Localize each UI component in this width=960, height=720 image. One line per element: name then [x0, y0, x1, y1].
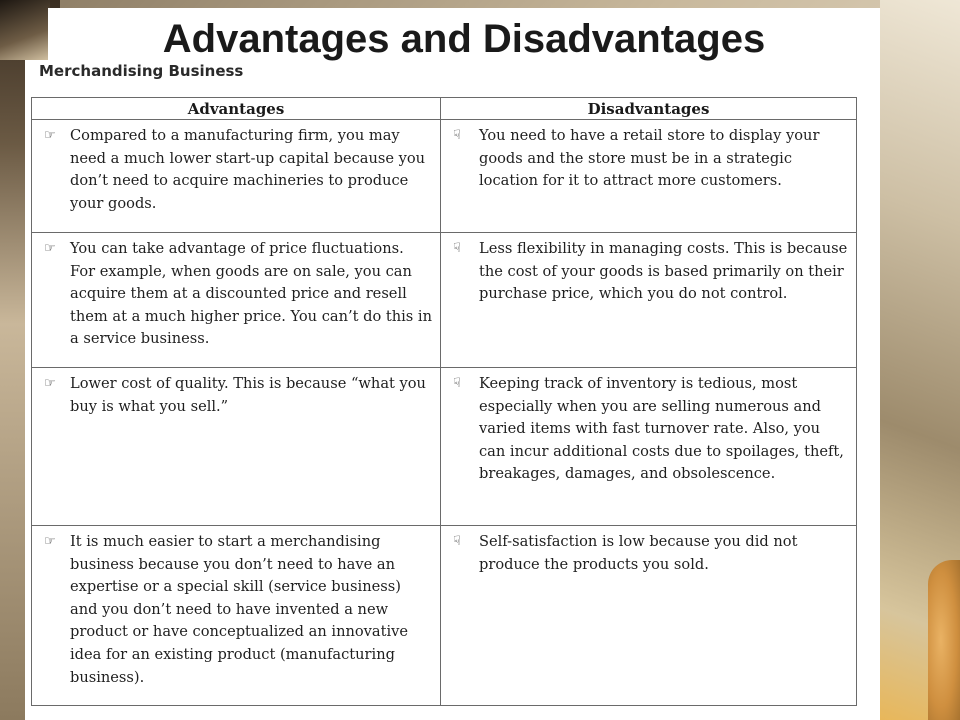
document-image: [25, 60, 855, 720]
thumbs-down-icon: ☟: [453, 241, 461, 256]
table-row: [32, 526, 857, 706]
disadvantage-cell: [441, 233, 857, 368]
thumbs-up-icon: ☞: [44, 376, 56, 391]
table-row: [32, 368, 857, 526]
advantage-text: Lower cost of quality. This is because “what you buy is what you sell.”: [70, 375, 426, 415]
document-heading: Merchandising Business: [39, 62, 244, 80]
thumbs-up-icon: ☞: [44, 128, 56, 143]
disadvantage-text: You need to have a retail store to display your goods and the store must be in a strategic location for it to attract more customers.: [479, 127, 820, 190]
slide-title: Advantages and Disadvantages: [162, 17, 766, 61]
background-left-top-photo: [0, 0, 50, 60]
disadvantage-text: Keeping track of inventory is tedious, most especially when you are selling numerous and varied items with fast turnover rate. Also, you can incur additional costs due to spoilages, theft, breakages, damages, and obsolescence.: [479, 375, 844, 483]
advantage-text: It is much easier to start a merchandising business because you don’t need to have an expertise or a special skill (service business) and you don’t need to have invented a new product or have conceptualized an innovative idea for an existing product (manufacturing business).: [70, 533, 409, 686]
advantage-cell: [32, 526, 441, 706]
advantage-text: You can take advantage of price fluctuations. For example, when goods are on sale, you can acquire them at a discounted price and resell them at a much higher price. You can’t do this in a service business.: [70, 240, 432, 348]
thumbs-down-icon: ☟: [453, 128, 461, 143]
thumbs-down-icon: ☟: [453, 376, 461, 391]
advantage-cell: [32, 233, 441, 368]
disadvantage-cell: [441, 368, 857, 526]
background-hand: [928, 560, 960, 720]
table-header-row: [32, 98, 857, 120]
comparison-table: [31, 97, 857, 706]
thumbs-down-icon: ☟: [453, 534, 461, 549]
disadvantage-text: Less flexibility in managing costs. This is because the cost of your goods is based primarily on their purchase price, which you do not control.: [479, 240, 848, 303]
disadvantage-cell: [441, 526, 857, 706]
advantage-text: Compared to a manufacturing firm, you may need a much lower start-up capital because you don’t need to acquire machineries to produce your goods.: [70, 127, 426, 212]
thumbs-up-icon: ☞: [44, 534, 56, 549]
table-row: [32, 233, 857, 368]
advantage-cell: [32, 120, 441, 233]
column-header-disadvantages: Disadvantages: [441, 98, 857, 120]
thumbs-up-icon: ☞: [44, 241, 56, 256]
column-header-advantages: Advantages: [32, 98, 441, 120]
disadvantage-cell: [441, 120, 857, 233]
table-row: [32, 120, 857, 233]
advantage-cell: [32, 368, 441, 526]
disadvantage-text: Self-satisfaction is low because you did not produce the products you sold.: [479, 533, 798, 573]
